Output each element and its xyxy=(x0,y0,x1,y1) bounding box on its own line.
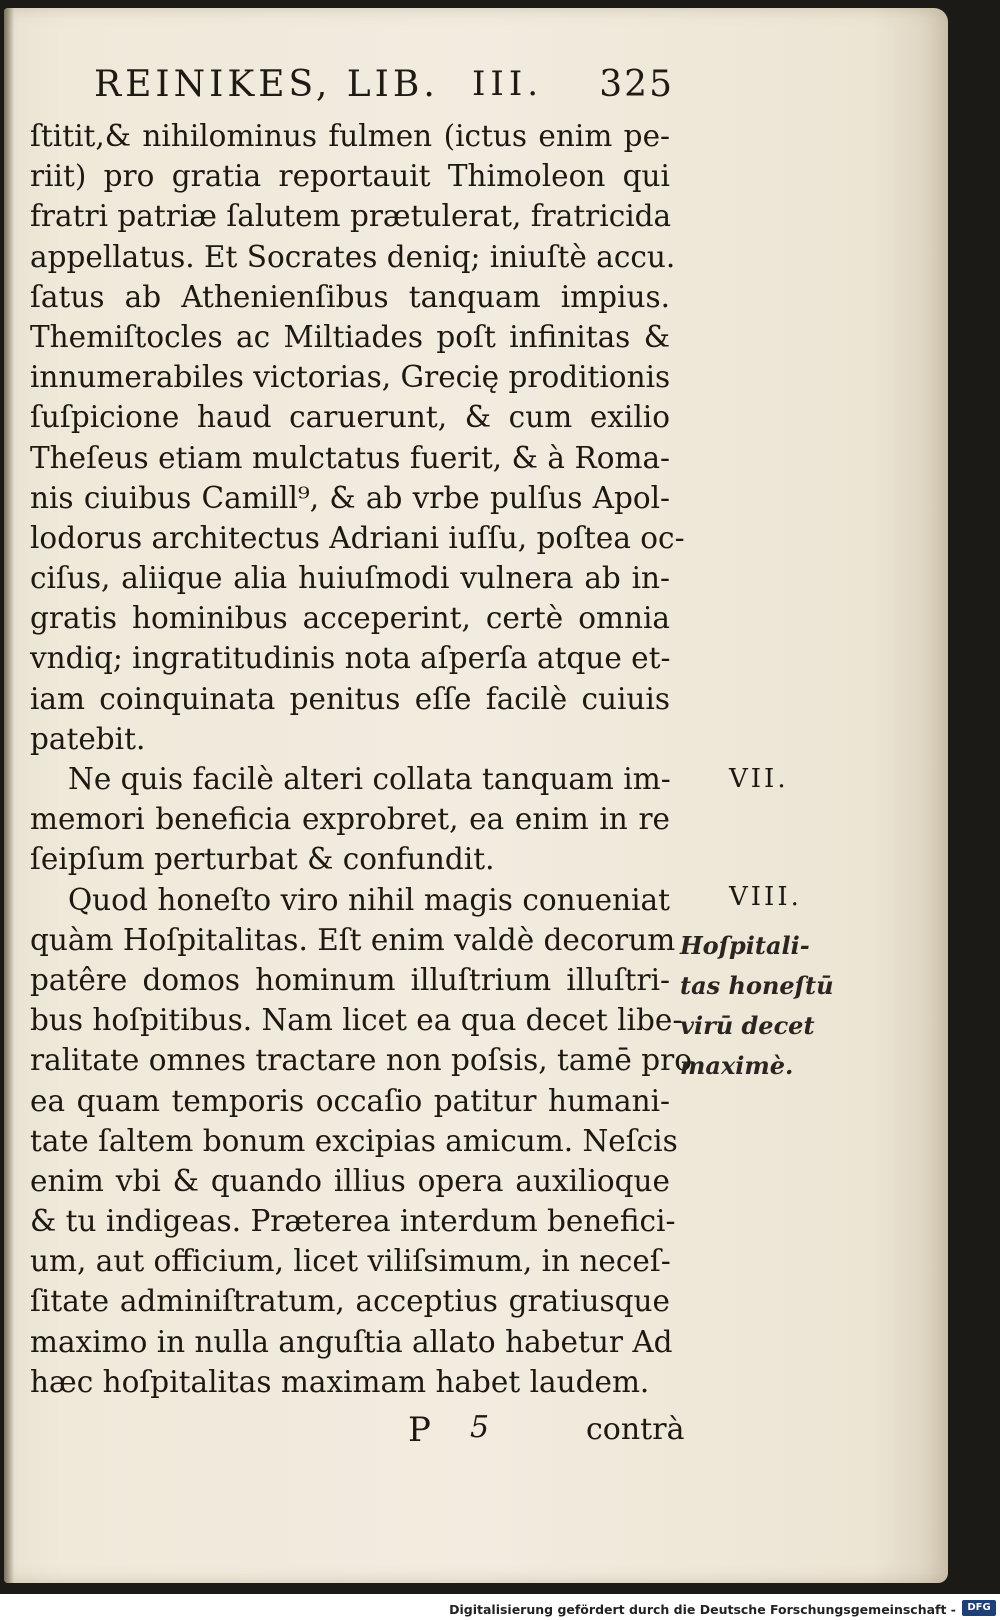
section-8-line: patêre domos hominum illuſtrium illuſtri- xyxy=(30,962,670,997)
text-line: gratis hominibus acceperint, certè omnia xyxy=(30,601,670,636)
section-8-line: ea quam temporis occaſio patitur humani- xyxy=(30,1083,670,1118)
footer-bar xyxy=(0,1594,1000,1620)
footer-credit: Digitalisierung gefördert durch die Deutsche Forschungsgemeinschaft - xyxy=(449,1602,956,1617)
dfg-logo: DFG xyxy=(962,1600,996,1616)
catchword: contrà xyxy=(586,1412,685,1447)
text-line: ſuſpicione haud caruerunt, & cum exilio xyxy=(30,400,670,435)
section-8-line: maximo in nulla anguſtia allato habetur Ad xyxy=(30,1324,673,1359)
handwritten-margin-note xyxy=(680,926,850,1086)
section-8-line: Quod honeſto viro nihil magis conueniat xyxy=(68,882,670,917)
page-header xyxy=(94,64,674,118)
text-line: vndiq; ingratitudinis nota aſperſa atque et- xyxy=(30,641,671,676)
signature-mark-number: 5 xyxy=(470,1410,490,1445)
section-8-line: um, aut officium, licet viliſsimum, in neceſ- xyxy=(30,1244,671,1279)
section-8-line: ralitate omnes tractare non poſsis, tamē pro xyxy=(30,1043,693,1078)
text-line: ciſus, aliique alia huiuſmodi vulnera ab in- xyxy=(30,561,670,596)
spine-shadow xyxy=(4,8,14,1583)
book-page xyxy=(4,8,948,1583)
text-line: Theſeus etiam mulctatus fuerit, & à Roma- xyxy=(30,440,670,475)
text-line: fratri patriæ ſalutem prætulerat, fratricida xyxy=(30,199,672,234)
text-line: ſtitit,& nihilominus fulmen (ictus enim pe- xyxy=(30,119,670,153)
section-8-line: enim vbi & quando illius opera auxilioque xyxy=(30,1163,670,1198)
handwritten-line: Hoſpitali- xyxy=(680,931,810,960)
section-8-line: & tu indigeas. Præterea interdum benefici- xyxy=(30,1204,676,1239)
text-line: riit) pro gratia reportauit Thimoleon qui xyxy=(30,159,670,194)
text-line: lodorus architectus Adriani iuſſu, poſtea oc- xyxy=(30,520,685,555)
signature-mark-letter: P xyxy=(408,1410,431,1450)
body-text xyxy=(30,116,693,1402)
section-8-line: ſitate adminiſtratum, acceptius gratiusque xyxy=(30,1284,670,1319)
section-7-line: Ne quis facilè alteri collata tanquam im- xyxy=(68,762,671,796)
section-7-line: memori beneficia exprobret, ea enim in re xyxy=(30,802,670,837)
running-head: REINIKES, LIB. xyxy=(94,64,439,105)
page-number: 325 xyxy=(599,64,674,105)
section-7-line: ſeipſum perturbat & confundit. xyxy=(30,842,495,877)
text-line: patebit. xyxy=(30,721,146,756)
text-line: iam coinquinata penitus eſſe facilè cuiuis xyxy=(30,681,670,716)
section-8-line: tate ſaltem bonum excipias amicum. Neſcis xyxy=(30,1123,678,1158)
text-line: ſatus ab Athenienſibus tanquam impius. xyxy=(30,279,670,314)
handwritten-line: virū decet xyxy=(680,1011,815,1040)
text-line: Themiſtocles ac Miltiades poſt infinitas & xyxy=(30,319,670,354)
text-line: innumerabiles victorias, Grecię proditionis xyxy=(30,360,671,395)
text-line: appellatus. Et Socrates deniq; iniuſtè accu. xyxy=(30,239,676,274)
text-line: nis ciuibus Camill⁹, & ab vrbe pulſus Apol- xyxy=(30,480,670,515)
section-8-line: bus hoſpitibus. Nam licet ea qua decet libe- xyxy=(30,1003,683,1038)
section-8-line: hæc hoſpitalitas maximam habet laudem. xyxy=(30,1364,650,1399)
section-8-line: quàm Hoſpitalitas. Eſt enim valdè decorum xyxy=(30,922,676,957)
margin-numeral-7: VII. xyxy=(729,764,789,794)
handwritten-line: tas honeſtū xyxy=(680,971,834,1000)
handwritten-line: maximè. xyxy=(680,1051,794,1080)
margin-numeral-8: VIII. xyxy=(729,882,802,912)
book-number: III. xyxy=(472,64,544,104)
